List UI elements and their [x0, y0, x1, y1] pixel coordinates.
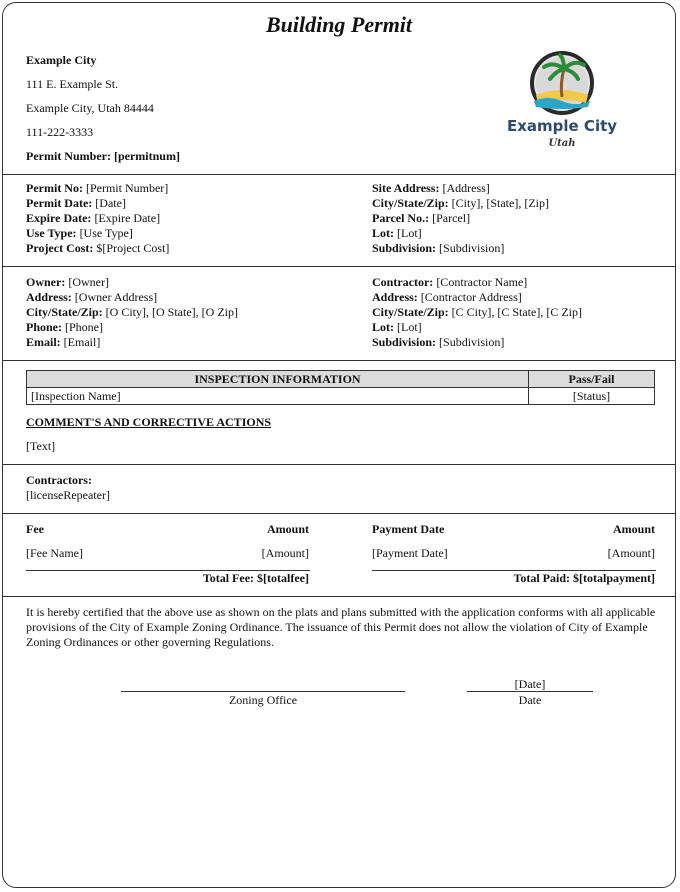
payment-date: [Payment Date] — [372, 546, 448, 560]
svg-text:Utah: Utah — [548, 138, 576, 149]
permit-no: Permit No: [Permit Number] — [26, 181, 169, 195]
zoning-office-line — [121, 691, 405, 692]
comments-text: [Text] — [26, 439, 56, 453]
payment-date-header: Payment Date — [372, 522, 445, 536]
palm-tree-icon — [506, 51, 618, 151]
fee-header: Fee — [26, 522, 44, 536]
certification-text: It is hereby certified that the above use as shown on the plats and plans submitted with the application conforms with all applicable provisions of the City of Example Zoning Ordinance. The issuance of this Permit does not allow the violation of City of Example Zoning Ordinances or other governing Regulations. — [26, 605, 656, 649]
owner-address: Address: [Owner Address] — [26, 290, 158, 304]
contractor-address: Address: [Contractor Address] — [372, 290, 522, 304]
fee-amount-header: Amount — [266, 522, 309, 536]
site-lot: Lot: [Lot] — [372, 226, 422, 240]
table-row — [27, 388, 655, 405]
divider — [3, 266, 675, 267]
permit-number: Permit Number: [permitnum] — [26, 149, 180, 163]
permit-page — [2, 2, 676, 888]
contractor-city-state-zip: City/State/Zip: [C City], [C State], [C Zip] — [372, 305, 582, 319]
contractor-name: Contractor: [Contractor Name] — [372, 275, 528, 289]
divider — [3, 360, 675, 361]
inspection-header: INSPECTION INFORMATION — [27, 371, 529, 388]
site-address: Site Address: [Address] — [372, 181, 490, 195]
permit-date: Permit Date: [Date] — [26, 196, 126, 210]
inspection-table — [26, 370, 655, 405]
owner-email: Email: [Email] — [26, 335, 101, 349]
owner-phone: Phone: [Phone] — [26, 320, 103, 334]
inspection-name: [Inspection Name] — [27, 388, 529, 405]
expire-date: Expire Date: [Expire Date] — [26, 211, 161, 225]
divider — [3, 513, 675, 514]
comments-heading: COMMENT'S AND CORRECTIVE ACTIONS — [26, 415, 272, 429]
zoning-office-label: Zoning Office — [228, 693, 298, 707]
payment-amount-header: Amount — [612, 522, 655, 536]
inspection-status: [Status] — [529, 388, 655, 405]
contractors-label: Contractors: — [26, 473, 92, 487]
contractors-value: [licenseRepeater] — [26, 488, 110, 502]
org-city: Example City, Utah 84444 — [26, 101, 154, 115]
contractor-lot: Lot: [Lot] — [372, 320, 422, 334]
date-line — [467, 691, 593, 692]
org-phone: 111-222-3333 — [26, 125, 94, 139]
project-cost: Project Cost: $[Project Cost] — [26, 241, 170, 255]
page-title: Building Permit — [265, 12, 413, 37]
divider — [3, 596, 675, 597]
total-fee: Total Fee: $[totalfee] — [202, 571, 309, 585]
signature-date-value: [Date] — [514, 677, 546, 691]
divider — [3, 174, 675, 175]
org-street: 111 E. Example St. — [26, 77, 119, 91]
site-subdivision: Subdivision: [Subdivision] — [372, 241, 505, 255]
site-city-state-zip: City/State/Zip: [City], [State], [Zip] — [372, 196, 549, 210]
org-name: Example City — [26, 53, 97, 67]
fee-name: [Fee Name] — [26, 546, 83, 560]
svg-text:Example City: Example City — [506, 117, 618, 135]
total-paid: Total Paid: $[totalpayment] — [513, 571, 655, 585]
parcel-no: Parcel No.: [Parcel] — [372, 211, 471, 225]
city-logo — [506, 51, 618, 151]
divider — [3, 464, 675, 465]
owner: Owner: [Owner] — [26, 275, 109, 289]
payment-amount: [Amount] — [607, 546, 655, 560]
contractor-subdivision: Subdivision: [Subdivision] — [372, 335, 505, 349]
fee-amount: [Amount] — [261, 546, 309, 560]
use-type: Use Type: [Use Type] — [26, 226, 133, 240]
owner-city-state-zip: City/State/Zip: [O City], [O State], [O Zip] — [26, 305, 238, 319]
pass-fail-header: Pass/Fail — [529, 371, 655, 388]
date-label: Date — [518, 693, 542, 707]
